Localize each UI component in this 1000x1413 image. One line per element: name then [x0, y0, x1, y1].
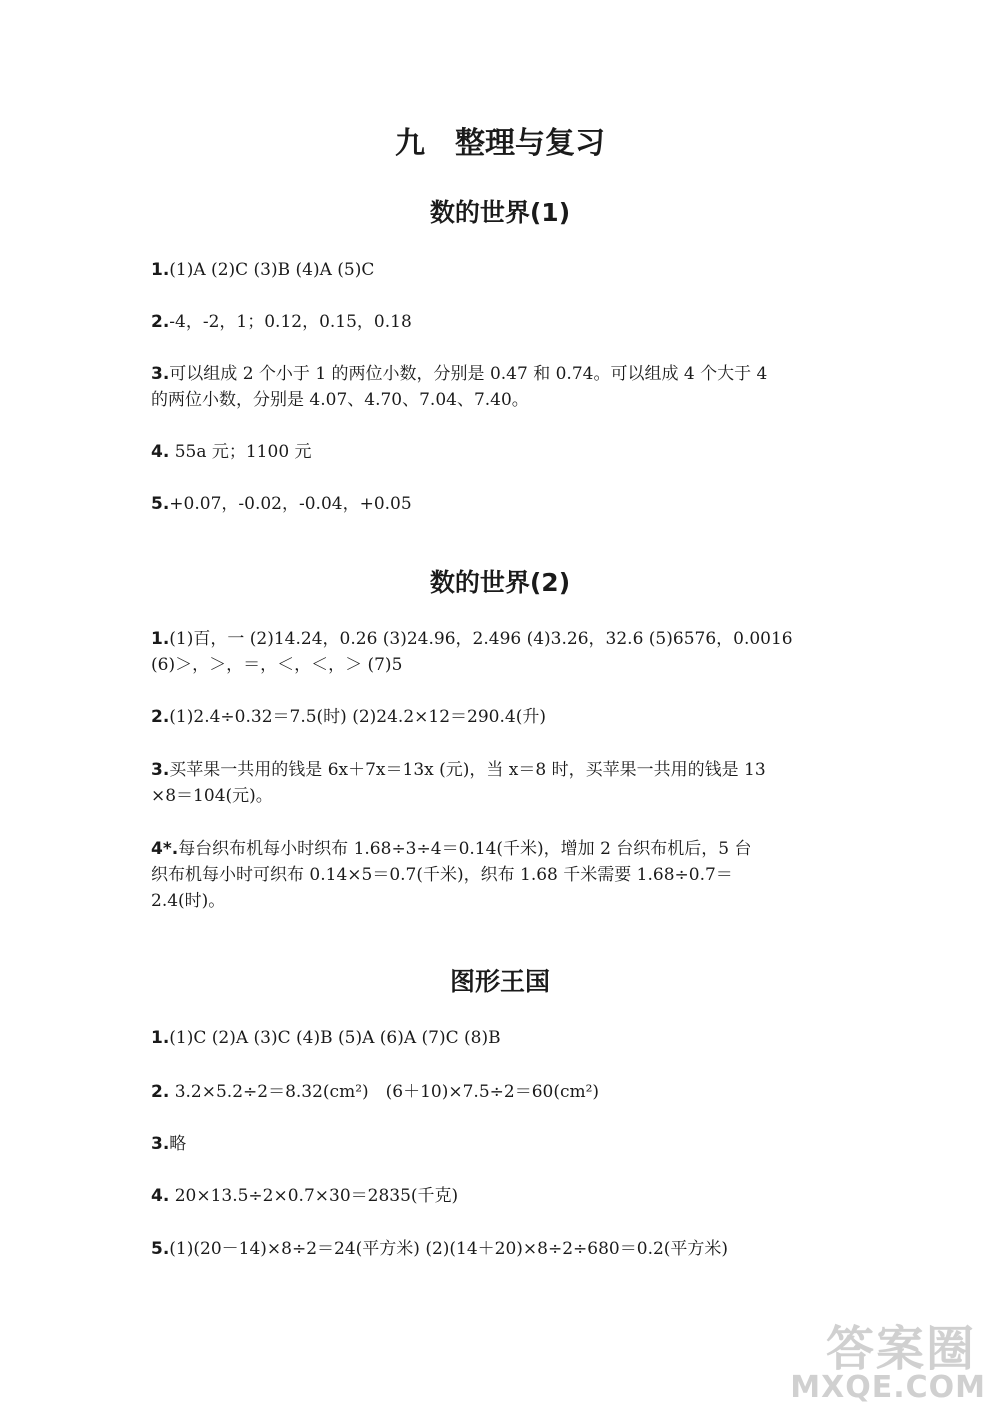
item-number: 2.	[151, 707, 170, 727]
watermark	[785, 1310, 990, 1405]
watermark-logo-text: 答案圈	[825, 1321, 976, 1377]
answer-item	[151, 836, 851, 914]
item-number: 1.	[151, 629, 170, 649]
item-text: 的两位小数，分别是 4.07、4.70、7.04、7.40。	[151, 390, 529, 410]
page-title: 九 整理与复习	[395, 126, 605, 161]
answer-item	[151, 626, 851, 678]
item-text: 买苹果一共用的钱是 6x＋7x＝13x (元)，当 x＝8 时，买苹果一共用的钱是 13	[169, 760, 766, 780]
item-text: 20×13.5÷2×0.7×30＝2835(千克)	[169, 1186, 459, 1206]
answer-item	[151, 309, 851, 335]
item-number: 2.	[151, 1082, 170, 1102]
item-text: ×8＝104(元)。	[151, 786, 273, 806]
item-text: 略	[169, 1134, 187, 1154]
answer-item	[151, 1025, 851, 1051]
section-title: 数的世界(2)	[429, 568, 571, 597]
item-text: 可以组成 2 个小于 1 的两位小数，分别是 0.47 和 0.74。可以组成 4 个大于 4	[169, 364, 768, 384]
answer-item	[151, 257, 851, 283]
section-title: 图形王国	[449, 967, 550, 996]
answer-item	[151, 1183, 851, 1209]
watermark-url: MXQE.COM	[790, 1370, 986, 1405]
answer-item	[151, 439, 851, 465]
item-number: 1.	[151, 1028, 170, 1048]
item-text: (1)2.4÷0.32＝7.5(时) (2)24.2×12＝290.4(升)	[169, 707, 546, 727]
answer-item	[151, 704, 851, 730]
answer-item	[151, 757, 851, 809]
item-number: 3.	[151, 760, 170, 780]
item-text: -4，-2，1；0.12，0.15，0.18	[169, 312, 412, 332]
answer-item	[151, 361, 851, 413]
item-text: 织布机每小时可织布 0.14×5＝0.7(千米)，织布 1.68 千米需要 1.68÷0.7＝	[151, 865, 733, 885]
item-text: 2.4(时)。	[151, 891, 226, 911]
item-number: 5.	[151, 494, 170, 514]
item-number: 1.	[151, 260, 170, 280]
item-text: (6)＞，＞，＝，＜，＜，＞ (7)5	[151, 655, 403, 675]
item-text: 55a 元；1100 元	[169, 442, 312, 462]
item-number: 2.	[151, 312, 170, 332]
item-text: 每台织布机每小时织布 1.68÷3÷4＝0.14(千米)，增加 2 台织布机后，5 台	[178, 839, 752, 859]
item-text: (1)C (2)A (3)C (4)B (5)A (6)A (7)C (8)B	[169, 1028, 501, 1048]
item-number: 4*.	[151, 839, 179, 859]
answer-item	[151, 1131, 851, 1157]
answer-item	[151, 1236, 851, 1262]
answer-item	[151, 491, 851, 517]
item-number: 4.	[151, 442, 170, 462]
item-text: +0.07，-0.02，-0.04，+0.05	[169, 494, 412, 514]
section-title: 数的世界(1)	[429, 198, 571, 227]
item-number: 3.	[151, 364, 170, 384]
item-text: (1)A (2)C (3)B (4)A (5)C	[169, 260, 375, 280]
item-number: 3.	[151, 1134, 170, 1154]
item-number: 4.	[151, 1186, 170, 1206]
item-text: (1)(20－14)×8÷2＝24(平方米) (2)(14＋20)×8÷2÷680＝0.2(平方米)	[169, 1239, 729, 1259]
item-text: 3.2×5.2÷2＝8.32(cm²) (6＋10)×7.5÷2＝60(cm²)	[169, 1082, 600, 1102]
item-text: (1)百，一 (2)14.24，0.26 (3)24.96，2.496 (4)3.26，32.6 (5)6576，0.0016	[169, 629, 793, 649]
answer-item	[151, 1079, 851, 1105]
item-number: 5.	[151, 1239, 170, 1259]
